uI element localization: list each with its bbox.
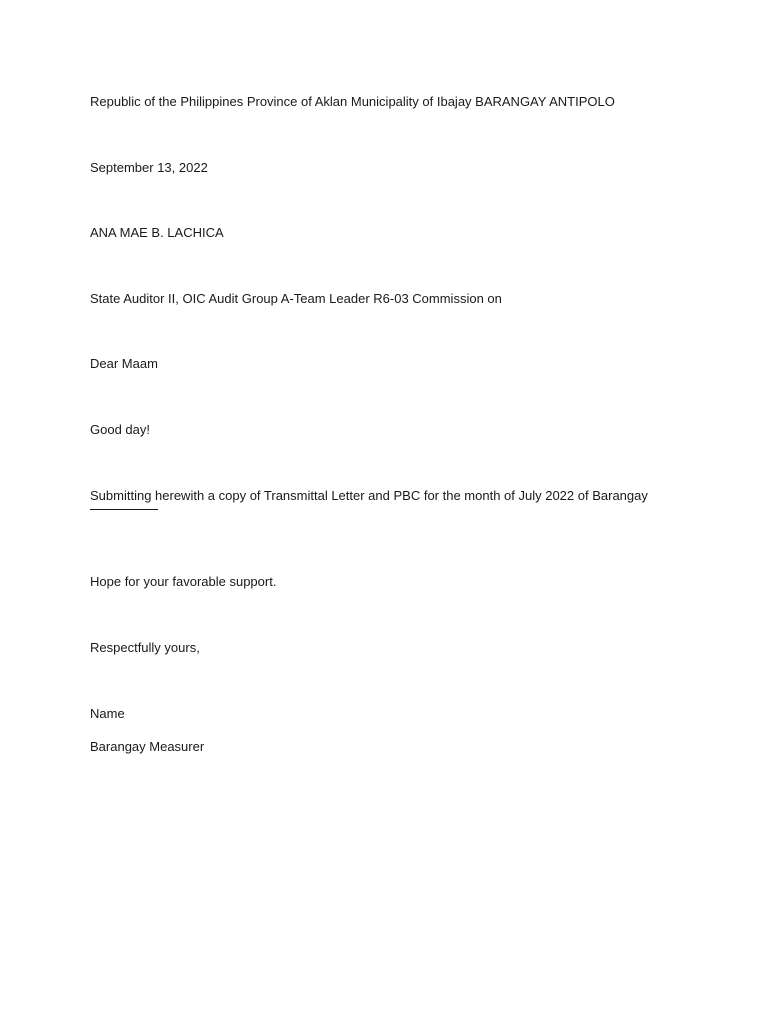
signatory-name: Name [90, 706, 125, 721]
recipient-title: State Auditor II, OIC Audit Group A-Team Leader R6-03 Commission on [90, 291, 502, 306]
signatory-role: Barangay Measurer [90, 739, 205, 754]
greeting: Good day! [90, 422, 150, 437]
body-text: Submitting herewith a copy of Transmittal Letter and PBC for the month of July 2022 of Barangay [90, 488, 648, 503]
complimentary-close: Respectfully yours, [90, 640, 200, 655]
closing-line: Hope for your favorable support. [90, 574, 277, 589]
letter-header: Republic of the Philippines Province of Aklan Municipality of Ibajay BARANGAY ANTIPOLO [90, 94, 615, 109]
body-paragraph [90, 486, 690, 510]
salutation: Dear Maam [90, 356, 158, 371]
recipient-name: ANA MAE B. LACHICA [90, 225, 224, 240]
letter-date: September 13, 2022 [90, 160, 208, 175]
blank-fill-line [90, 509, 158, 510]
